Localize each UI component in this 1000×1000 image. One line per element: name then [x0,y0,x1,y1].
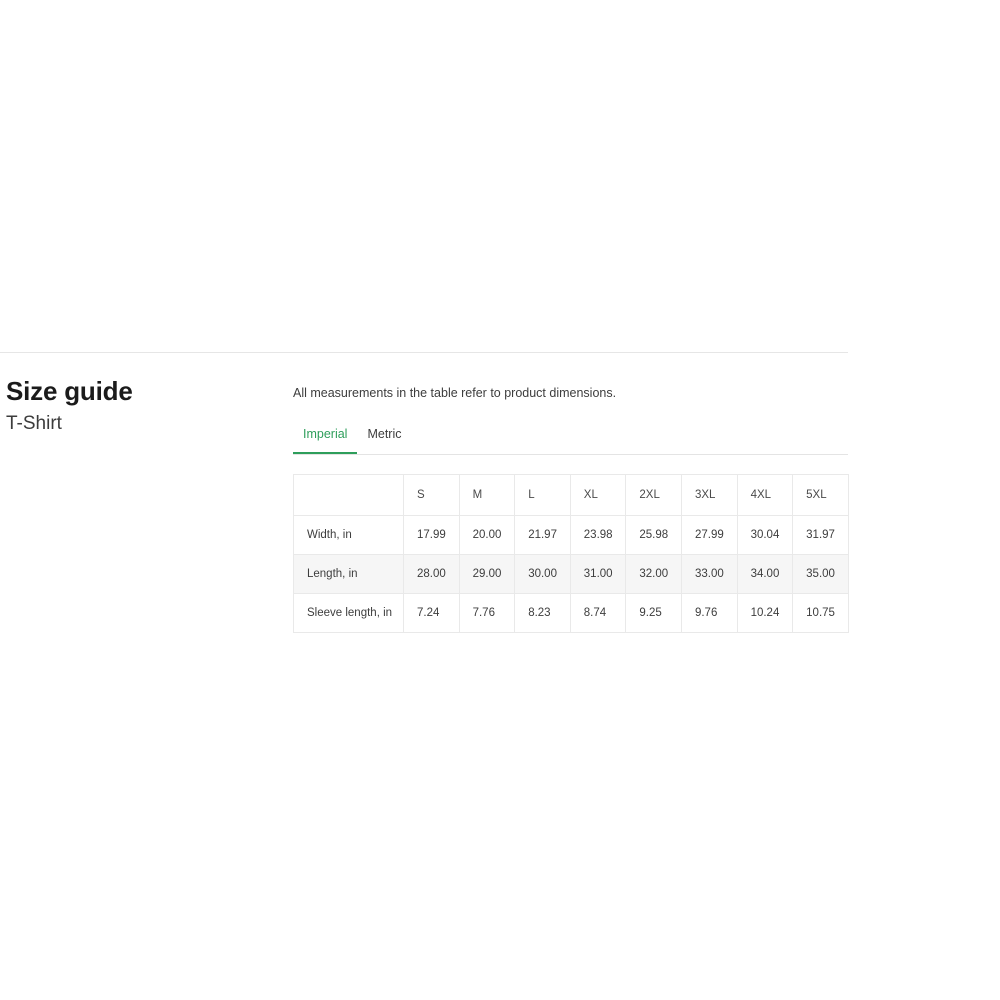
product-name: T-Shirt [6,413,62,434]
column-header-4xl: 4XL [737,475,793,516]
size-chart-table [293,474,849,633]
cell-width-2xl: 25.98 [626,516,682,555]
cell-length-xl: 31.00 [570,555,626,594]
cell-length-s: 28.00 [404,555,460,594]
column-header-5xl: 5XL [793,475,849,516]
row-label-length: Length, in [294,555,404,594]
cell-sleeve-l: 8.23 [515,594,571,633]
table-row [294,594,849,633]
cell-length-m: 29.00 [459,555,515,594]
cell-sleeve-m: 7.76 [459,594,515,633]
cell-width-4xl: 30.04 [737,516,793,555]
cell-length-l: 30.00 [515,555,571,594]
cell-length-4xl: 34.00 [737,555,793,594]
table-row [294,516,849,555]
tab-metric[interactable]: Metric [357,426,411,452]
column-header-m: M [459,475,515,516]
table-header-row [294,475,849,516]
column-header-2xl: 2XL [626,475,682,516]
column-header-l: L [515,475,571,516]
tab-imperial[interactable]: Imperial [293,426,357,454]
column-header-3xl: 3XL [681,475,737,516]
cell-width-l: 21.97 [515,516,571,555]
measurement-note: All measurements in the table refer to product dimensions. [293,386,617,400]
cell-length-5xl: 35.00 [793,555,849,594]
table-body [294,516,849,633]
cell-width-xl: 23.98 [570,516,626,555]
size-guide-content [293,371,848,633]
table-header [294,475,849,516]
cell-length-3xl: 33.00 [681,555,737,594]
unit-tab-bar [293,426,848,455]
column-header-xl: XL [570,475,626,516]
cell-length-2xl: 32.00 [626,555,682,594]
section-divider [0,352,848,353]
cell-sleeve-5xl: 10.75 [793,594,849,633]
cell-width-5xl: 31.97 [793,516,849,555]
cell-sleeve-4xl: 10.24 [737,594,793,633]
size-guide-heading-group [6,376,276,437]
cell-sleeve-xl: 8.74 [570,594,626,633]
cell-sleeve-s: 7.24 [404,594,460,633]
row-label-width: Width, in [294,516,404,555]
table-corner-cell [294,475,404,516]
page-title: Size guide [6,376,133,406]
cell-width-3xl: 27.99 [681,516,737,555]
row-label-sleeve-length: Sleeve length, in [294,594,404,633]
column-header-s: S [404,475,460,516]
cell-sleeve-3xl: 9.76 [681,594,737,633]
cell-sleeve-2xl: 9.25 [626,594,682,633]
cell-width-m: 20.00 [459,516,515,555]
table-row [294,555,849,594]
cell-width-s: 17.99 [404,516,460,555]
